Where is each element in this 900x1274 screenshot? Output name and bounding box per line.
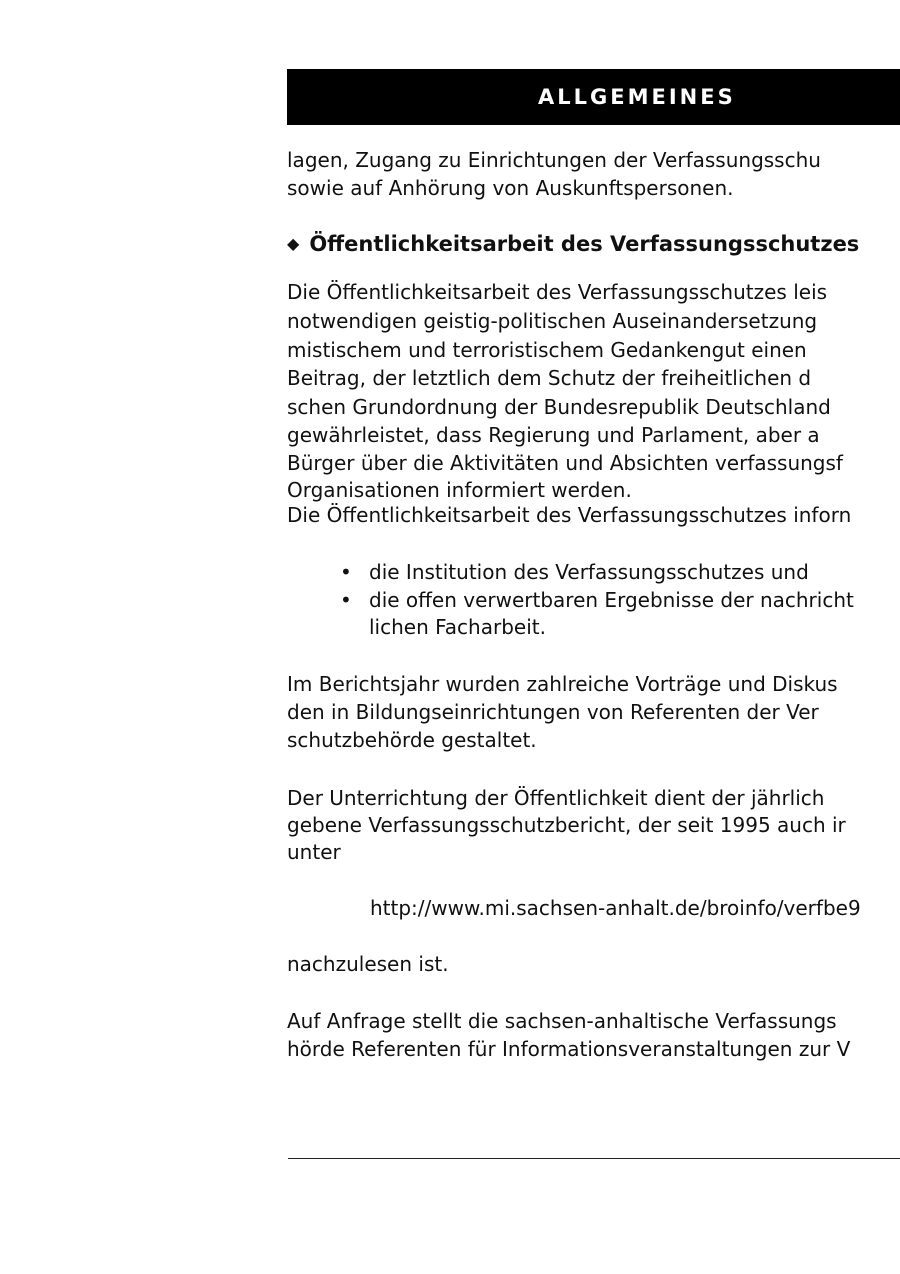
para1-line-8: Organisationen informiert werden. [287,478,632,502]
para1-line-2: notwendigen geistig-politischen Auseinandersetzung [287,309,818,333]
para3-line-1: Der Unterrichtung der Öffentlichkeit dient der jährlich [287,786,825,810]
report-url-link[interactable]: http://www.mi.sachsen-anhalt.de/broinfo/verfbe9 [370,896,861,920]
para1-line-6: gewährleistet, dass Regierung und Parlament, aber a [287,423,820,447]
para1-line-1: Die Öffentlichkeitsarbeit des Verfassungsschutzes leis [287,280,828,304]
para2-line-3: schutzbehörde gestaltet. [287,728,537,752]
intro-line-1: lagen, Zugang zu Einrichtungen der Verfassungsschu [287,148,821,172]
intro-line-2: sowie auf Anhörung von Auskunftspersonen. [287,176,734,200]
bullet-item-2-line-1: die offen verwertbaren Ergebnisse der nachricht [369,588,854,612]
para1-line-9: Die Öffentlichkeitsarbeit des Verfassungsschutzes inforn [287,503,852,527]
section-heading [287,230,859,258]
footer-rule [288,1158,900,1159]
para2-line-1: Im Berichtsjahr wurden zahlreiche Vorträge und Diskus [287,672,838,696]
para3-line-3: unter [287,840,341,864]
para2-line-2: den in Bildungseinrichtungen von Referenten der Ver [287,700,819,724]
page-header-title: ALLGEMEINES [538,85,736,109]
bullet-item-2-line-2: lichen Facharbeit. [369,615,546,639]
para1-line-4: Beitrag, der letztlich dem Schutz der freiheitlichen d [287,366,812,390]
para3-line-2: gebene Verfassungsschutzbericht, der seit 1995 auch ir [287,813,846,837]
bullet-dot: • [340,560,352,584]
section-heading-text: Öffentlichkeitsarbeit des Verfassungsschutzes [309,232,860,256]
para1-line-7: Bürger über die Aktivitäten und Absichten verfassungsf [287,451,843,475]
bullet-item-1: die Institution des Verfassungsschutzes und [369,560,809,584]
diamond-icon: ◆ [287,234,300,253]
para4-line-2: hörde Referenten für Informationsveranstaltungen zur V [287,1037,851,1061]
after-url-text: nachzulesen ist. [287,952,449,976]
para1-line-3: mistischem und terroristischem Gedankengut einen [287,338,807,362]
para4-line-1: Auf Anfrage stellt die sachsen-anhaltische Verfassungs [287,1009,837,1033]
para1-line-5: schen Grundordnung der Bundesrepublik Deutschland [287,395,831,419]
bullet-dot: • [340,588,352,612]
